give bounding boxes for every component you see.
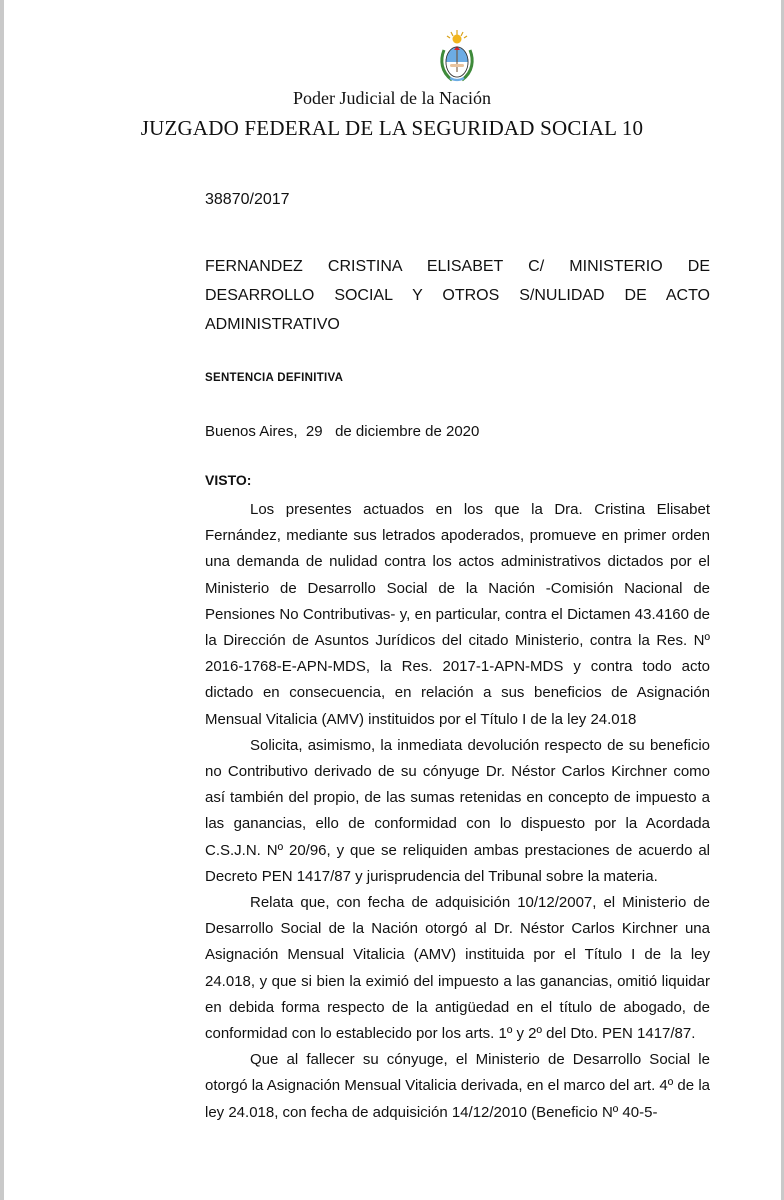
case-title-line: DESARROLLO SOCIAL Y OTROS S/NULIDAD DE ACTO — [205, 287, 710, 304]
file-number: 38870/2017 — [205, 191, 290, 208]
court-name: JUZGADO FEDERAL DE LA SEGURIDAD SOCIAL 10 — [140, 116, 644, 140]
date-line: Buenos Aires, 29 de diciembre de 2020 — [205, 423, 480, 440]
case-title-line: FERNANDEZ CRISTINA ELISABET C/ MINISTERIO DE — [205, 258, 710, 275]
paragraph: Que al fallecer su cónyuge, el Ministerio de Desarrollo Social le otorgó la Asignación Mensual Vitalicia derivada, en el marco del art. 4º de la ley 24.018, con fecha de adquisición 14/12/2010 (Beneficio Nº 40-5- — [205, 1051, 710, 1121]
body-text — [205, 497, 710, 1126]
section-heading: VISTO: — [205, 472, 252, 488]
case-title — [205, 252, 710, 339]
case-title-line: ADMINISTRATIVO — [205, 316, 340, 333]
paragraph: Solicita, asimismo, la inmediata devolución respecto de su beneficio no Contributivo derivado de su cónyuge Dr. Néstor Carlos Kirchner como así también del propio, de las sumas retenidas en concepto de impuesto a las ganancias, ello de conformidad con lo dispuesto por la Acordada C.S.J.N. Nº 20/96, y que se reliquiden ambas prestaciones de acuerdo al Decreto PEN 1417/87 y jurisprudencia del Tribunal sobre la materia. — [205, 736, 710, 885]
paragraph: Relata que, con fecha de adquisición 10/12/2007, el Ministerio de Desarrollo Social de la Nación otorgó al Dr. Néstor Carlos Kirchner una Asignación Mensual Vitalicia (AMV) instituida por el Título I de la ley 24.018, y que si bien la eximió del impuesto a las ganancias, omitió liquidar en debida forma respecto de la antigüedad en el título de abogado, de conformidad con lo establecido por los arts. 1º y 2º del Dto. PEN 1417/87. — [205, 894, 710, 1043]
institution-name: Poder Judicial de la Nación — [293, 88, 491, 108]
page-edge-left — [0, 0, 4, 1200]
coat-of-arms-icon — [438, 28, 476, 84]
paragraph: Los presentes actuados en los que la Dra. Cristina Elisabet Fernández, mediante sus letrados apoderados, promueve en primer orden una demanda de nulidad contra los actos administrativos dictados por el Ministerio de Desarrollo Social de la Nación -Comisión Nacional de Pensiones No Contributivas- y, en particular, contra el Dictamen 43.4160 de la Dirección de Asuntos Jurídicos del citado Ministerio, contra la Res. Nº 2016-1768-E-APN-MDS, la Res. 2017-1-APN-MDS y contra todo acto dictado en consecuencia, en relación a sus beneficios de Asignación Mensual Vitalicia (AMV) instituidos por el Título I de la ley 24.018 — [205, 501, 710, 728]
document-type-label: SENTENCIA DEFINITIVA — [205, 372, 344, 384]
